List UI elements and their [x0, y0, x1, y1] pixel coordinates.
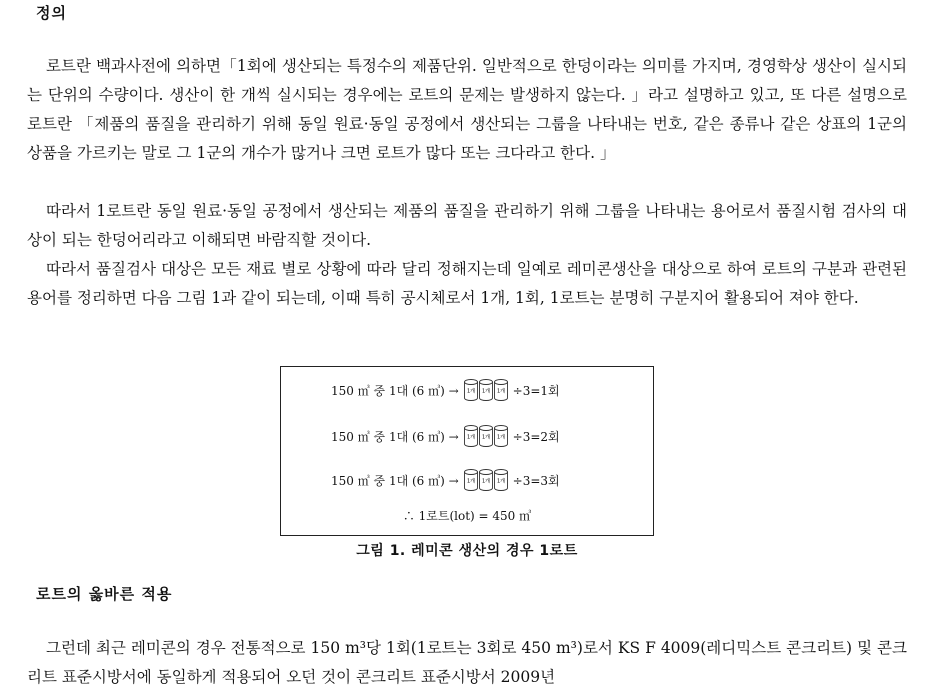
cylinder-label: 1개	[481, 478, 490, 485]
cylinder-label: 1개	[496, 478, 505, 485]
paragraph-3: 따라서 품질검사 대상은 모든 재료 별로 상황에 따라 달리 정해지는데 일예로 레미콘생산을 대상으로 하여 로트의 구분과 관련된 용어를 정리하면 다음 그림 1과 같이 되는데, 이때 특히 공시체로서 1개, 1회, 1로트는 분명히 구분지어 활용되어 져야 한다.	[27, 260, 907, 307]
specimen-cylinder-icon	[464, 426, 477, 447]
section-heading-definition: 정의	[36, 4, 67, 22]
cylinder-label: 1개	[496, 388, 505, 395]
figure-row-suffix: ÷3=1회	[512, 383, 560, 398]
figure-caption: 그림 1. 레미콘 생산의 경우 1로트	[356, 543, 578, 559]
specimen-cylinder-icon	[479, 380, 492, 401]
cylinder-group-icon	[463, 378, 511, 402]
cylinder-label: 1개	[466, 478, 475, 485]
figure-row-suffix: ÷3=2회	[512, 429, 560, 444]
paragraph-2: 따라서 1로트란 동일 원료·동일 공정에서 생산되는 제품의 품질을 관리하기 위해 그룹을 나타내는 용어로서 품질시험 검사의 대상이 되는 한덩어리라고 이해되면 바람직할 것이다.	[27, 202, 907, 249]
cylinder-group-icon	[463, 424, 511, 448]
figure-row-suffix: ÷3=3회	[512, 473, 560, 488]
specimen-cylinders-icon	[463, 378, 511, 402]
figure-row-2	[331, 423, 560, 449]
specimen-cylinder-icon	[494, 470, 507, 491]
paragraph-1: 로트란 백과사전에 의하면「1회에 생산되는 특정수의 제품단위. 일반적으로 한덩이라는 의미를 가지며, 경영학상 생산이 실시되는 단위의 수량이다. 생산이 한 개씩 실시되는 경우에는 로트의 문제는 발생하지 않는다. 」라고 설명하고 있고, 또 다른 설명으로 로트란 「제품의 품질을 관리하기 위해 동일 원료·동일 공정에서 생산되는 그룹을 나타내는 번호, 같은 종류나 같은 상표의 1군의 상품을 가르키는 말로 그 1군의 개수가 많거나 크면 로트가 많다 또는 크다라고 한다. 」	[27, 57, 907, 162]
figure-row-prefix: 150 ㎥ 중 1대 (6 ㎥) →	[331, 429, 459, 444]
figure-lot-diagram	[280, 366, 654, 536]
specimen-cylinder-icon	[494, 380, 507, 401]
figure-row-prefix: 150 ㎥ 중 1대 (6 ㎥) →	[331, 383, 459, 398]
specimen-cylinders-icon	[463, 468, 511, 492]
figure-conclusion: ∴ 1로트(lot) = 450 ㎥	[402, 509, 532, 523]
cylinder-label: 1개	[466, 388, 475, 395]
section-heading-application: 로트의 옳바른 적용	[36, 585, 173, 603]
cylinder-label: 1개	[481, 434, 490, 441]
specimen-cylinder-icon	[464, 470, 477, 491]
specimen-cylinder-icon	[464, 380, 477, 401]
cylinder-label: 1개	[466, 434, 475, 441]
specimen-cylinders-icon	[463, 424, 511, 448]
specimen-cylinder-icon	[479, 426, 492, 447]
cylinder-label: 1개	[481, 388, 490, 395]
paragraph-4: 그런데 최근 레미콘의 경우 전통적으로 150 m³당 1회(1로트는 3회로 450 m³)로서 KS F 4009(레디믹스트 콘크리트) 및 콘크리트 표준시방서에 동일하게 적용되어 오던 것이 콘크리트 표준시방서 2009년	[27, 639, 907, 686]
figure-row-3	[331, 467, 560, 493]
figure-row-prefix: 150 ㎥ 중 1대 (6 ㎥) →	[331, 473, 459, 488]
cylinder-group-icon	[463, 468, 511, 492]
figure-row-1	[331, 377, 560, 403]
specimen-cylinder-icon	[494, 426, 507, 447]
specimen-cylinder-icon	[479, 470, 492, 491]
cylinder-label: 1개	[496, 434, 505, 441]
